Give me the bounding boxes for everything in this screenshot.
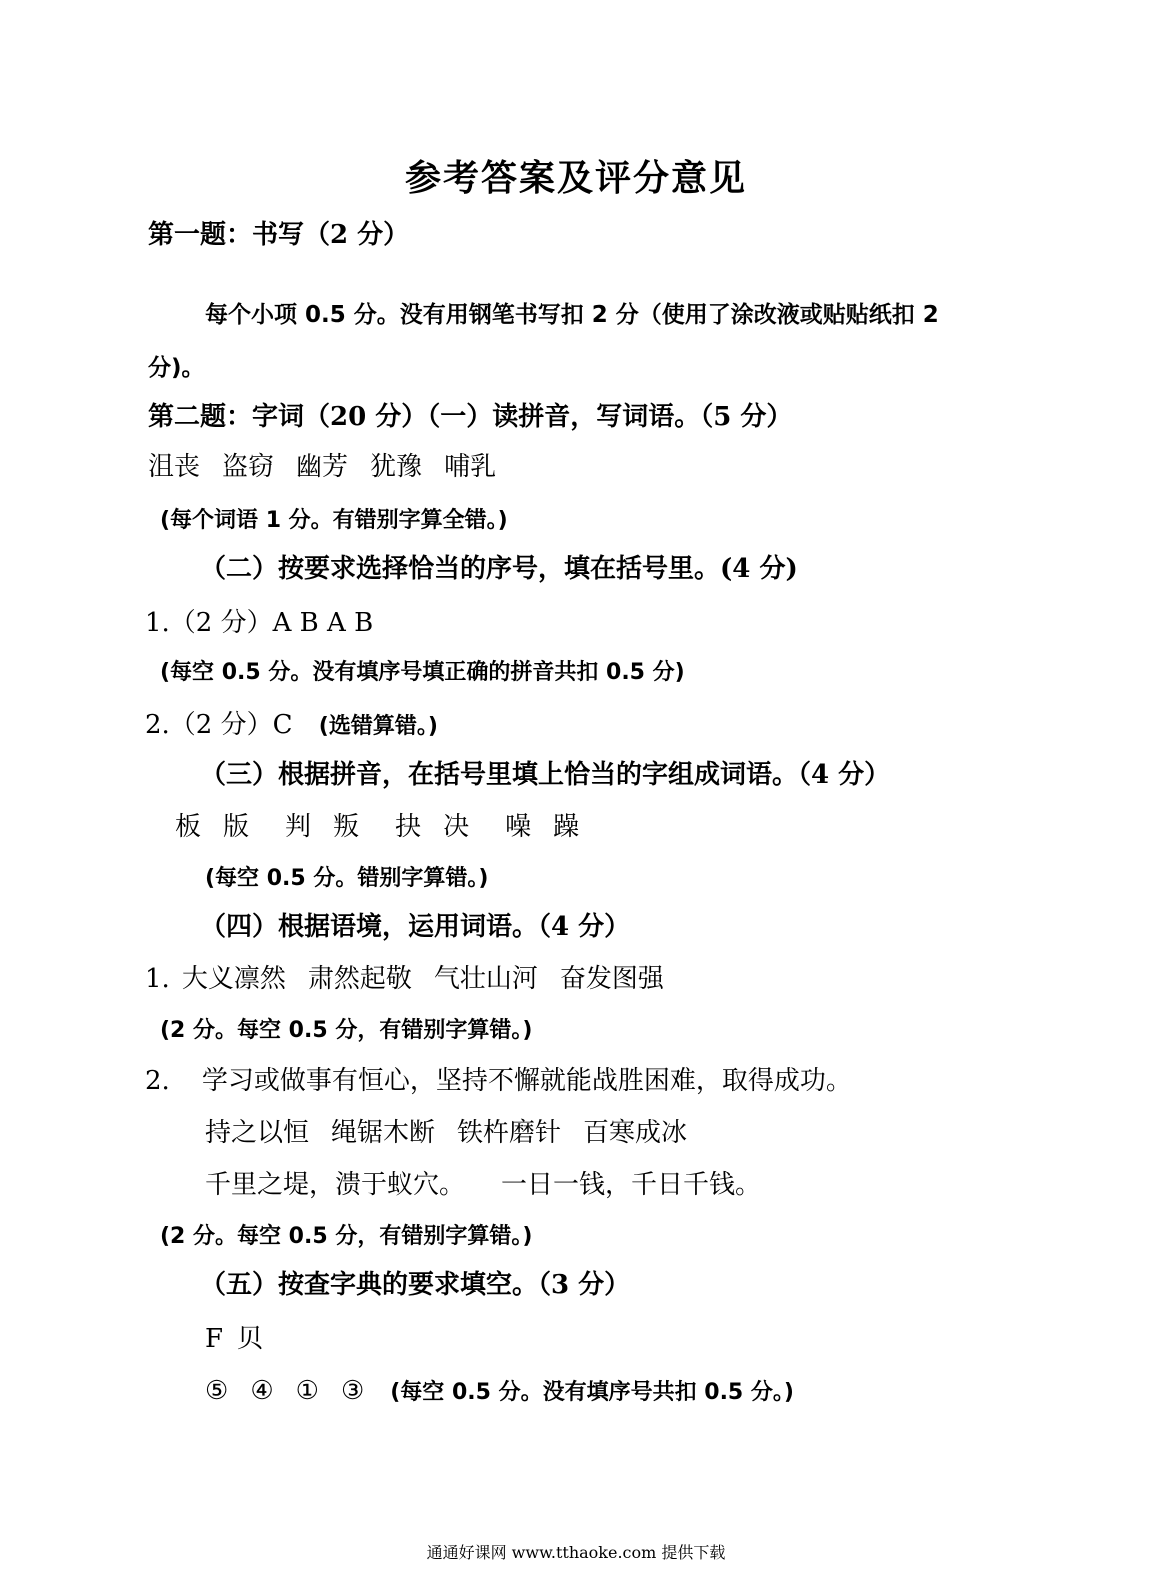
proverb: 一日一钱，千日千钱。 [501,1170,762,1200]
q1-note-line2: 分)。 [148,355,205,381]
part4-item1-note: (2 分。每空 0.5 分，有错别字算错。) [160,1018,533,1043]
part5-line1 [205,1326,263,1352]
word: 幽芳 [296,452,349,482]
footer-credit: 通通好课网 www.tthaoke.com 提供下载 [426,1543,726,1562]
part2-item2 [145,712,438,738]
part4-item2-prefix: 2. [145,1066,170,1096]
word: 大义凛然 [181,964,286,994]
word: 持之以恒 [205,1118,310,1148]
char: 版 [223,812,250,842]
part4-item2-words [205,1120,709,1146]
word: 沮丧 [148,452,201,482]
answer: ① [295,1376,319,1406]
word: 气壮山河 [433,964,538,994]
word: 奋发图强 [559,964,664,994]
part3-heading: （三）根据拼音，在括号里填上恰当的字组成词语。（4 分） [200,760,891,790]
word: 铁杵磨针 [457,1118,562,1148]
char: 噪 [505,812,532,842]
part2-item2-answer: 2.（2 分）C [145,710,293,740]
part1-note: (每个词语 1 分。有错别字算全错。) [160,508,508,533]
answer: ⑤ [205,1376,229,1406]
word: 肃然起敬 [307,964,412,994]
char: 抉 [395,812,422,842]
part4-item2-line1 [145,1068,852,1094]
word: 百寒成冰 [583,1118,688,1148]
part4-item1-prefix: 1. [145,964,170,994]
part3-chars [175,814,601,840]
char: 判 [285,812,312,842]
word: 绳锯木断 [331,1118,436,1148]
part1-words [148,454,518,480]
answer: F [205,1324,224,1354]
part2-heading: （二）按要求选择恰当的序号，填在括号里。(4 分) [200,554,798,584]
answer: ③ [340,1376,365,1406]
part3-note: (每空 0.5 分。错别字算错。) [205,866,489,891]
part4-item2-note: (2 分。每空 0.5 分，有错别字算错。) [160,1224,533,1249]
part2-item1-note: (每空 0.5 分。没有填序号填正确的拼音共扣 0.5 分) [160,660,685,685]
part4-item1 [145,966,686,992]
part4-item2-sentence: 学习或做事有恒心，坚持不懈就能战胜困难，取得成功。 [201,1066,852,1096]
char: 叛 [333,812,360,842]
word: 哺乳 [444,452,497,482]
word: 盗窃 [222,452,275,482]
page-title: 参考答案及评分意见 [404,157,747,199]
part5-note: (每空 0.5 分。没有填序号共扣 0.5 分。) [390,1380,794,1405]
answer: ④ [250,1376,274,1406]
proverb: 千里之堤，溃于蚁穴。 [205,1170,466,1200]
word: 犹豫 [370,452,423,482]
char: 决 [443,812,470,842]
q2-heading: 第二题：字词（20 分）（一）读拼音，写词语。（5 分） [148,402,793,432]
part5-line2 [205,1378,794,1404]
part2-item2-note: (选错算错。) [318,714,438,739]
char: 板 [175,812,202,842]
q1-heading: 第一题：书写（2 分） [148,220,410,250]
part5-heading: （五）按查字典的要求填空。（3 分） [200,1270,631,1300]
char: 躁 [553,812,580,842]
part4-item2-line3 [205,1172,761,1198]
q1-note-line1: 每个小项 0.5 分。没有用钢笔书写扣 2 分（使用了涂改液或贴贴纸扣 2 [205,302,939,328]
part4-heading: （四）根据语境，运用词语。（4 分） [200,912,631,942]
part2-item1: 1.（2 分）A B A B [145,608,374,638]
answer: 贝 [237,1324,264,1354]
